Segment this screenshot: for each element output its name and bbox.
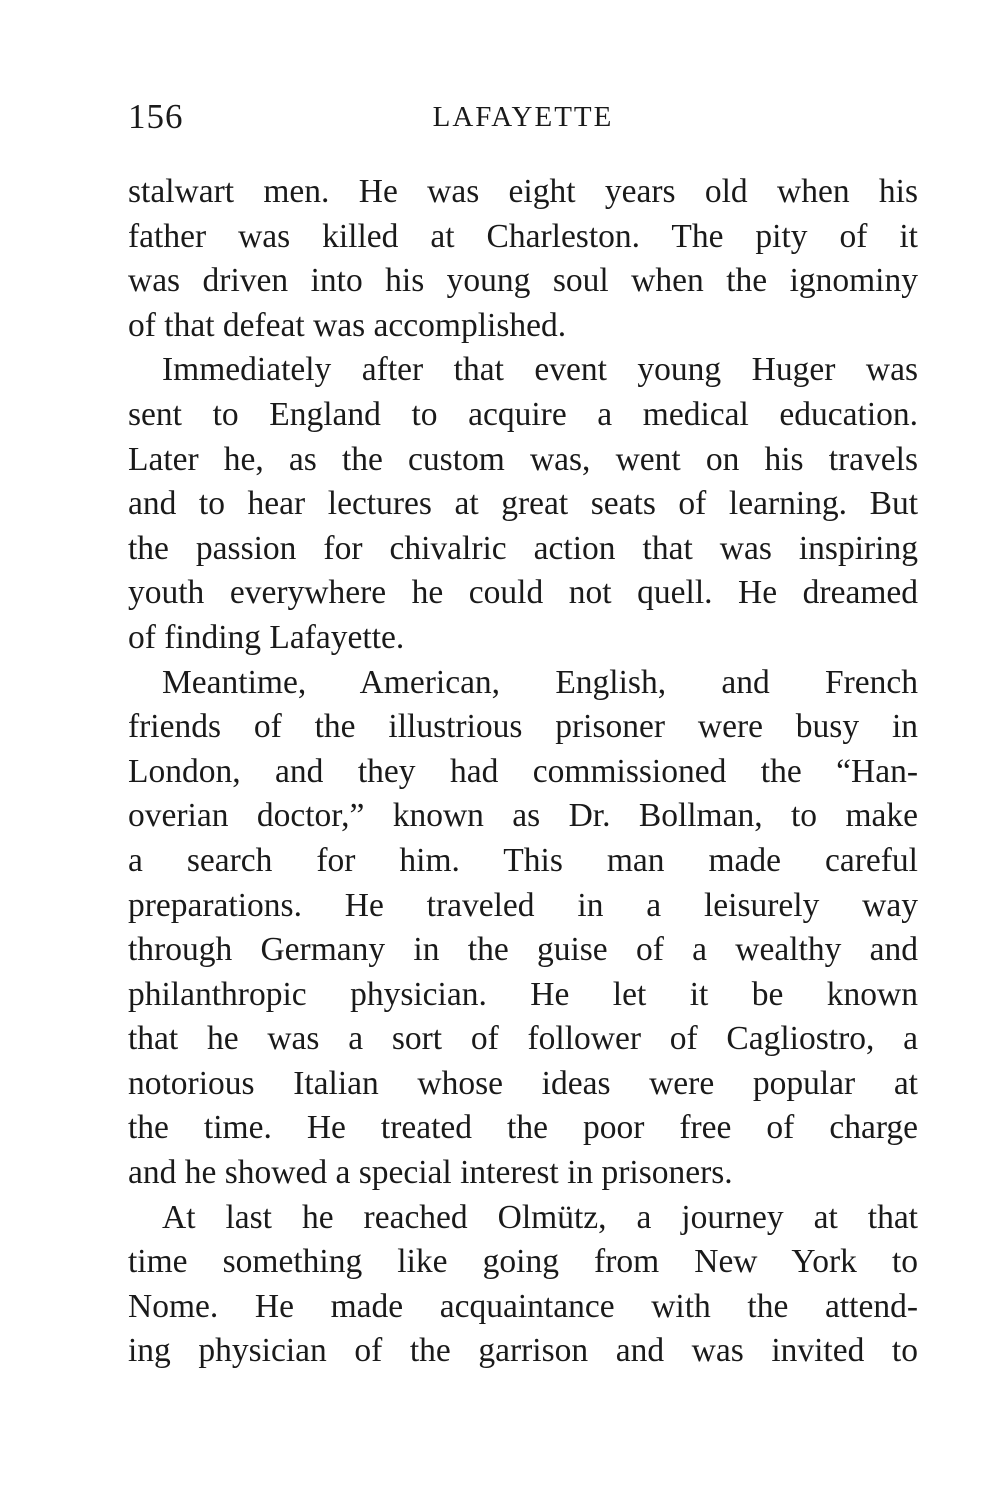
page-header (128, 92, 918, 142)
text-line: Immediately after that event young Huger was (162, 351, 918, 389)
text-line: the time. He treated the poor free of charge (128, 1109, 918, 1147)
text-line: Nome. He made acquaintance with the attend- (128, 1287, 918, 1325)
paragraph (128, 661, 918, 1196)
text-line: time something like going from New York to (128, 1243, 918, 1281)
text-line: philanthropic physician. He let it be known (128, 975, 918, 1013)
text-line: sent to England to acquire a medical education. (128, 395, 918, 433)
text-line: the passion for chivalric action that was inspiring (128, 529, 918, 567)
text-line: and to hear lectures at great seats of learning. But (128, 485, 918, 523)
text-line: youth everywhere he could not quell. He dreamed (128, 574, 918, 612)
text-line: and he showed a special interest in prisoners. (128, 1154, 733, 1192)
text-line: through Germany in the guise of a wealthy and (128, 931, 918, 969)
text-line: a search for him. This man made careful (128, 841, 918, 879)
paragraph (128, 170, 918, 348)
text-line: of finding Lafayette. (128, 618, 405, 656)
text-line: overian doctor,” known as Dr. Bollman, to make (128, 797, 918, 835)
text-line: of that defeat was accomplished. (128, 306, 567, 344)
text-line: ing physician of the garrison and was invited to (128, 1332, 918, 1370)
text-line: friends of the illustrious prisoner were busy in (128, 708, 918, 746)
text-line: that he was a sort of follower of Cagliostro, a (128, 1020, 918, 1058)
paragraph (128, 1196, 918, 1374)
text-line: Meantime, American, English, and French (162, 663, 918, 701)
paragraph (128, 348, 918, 660)
running-head: LAFAYETTE (432, 101, 614, 133)
text-line: preparations. He traveled in a leisurely way (128, 886, 918, 924)
text-line: London, and they had commissioned the “Han- (128, 752, 918, 790)
body-text (128, 170, 918, 1374)
text-line: Later he, as the custom was, went on his travels (128, 440, 918, 478)
text-line: stalwart men. He was eight years old when his (128, 173, 918, 210)
page-number: 156 (128, 97, 184, 136)
text-line: At last he reached Olmütz, a journey at that (162, 1198, 918, 1236)
text-line: notorious Italian whose ideas were popular at (128, 1064, 918, 1102)
text-line: father was killed at Charleston. The pity of it (128, 217, 918, 255)
text-line: was driven into his young soul when the ignominy (128, 262, 918, 300)
